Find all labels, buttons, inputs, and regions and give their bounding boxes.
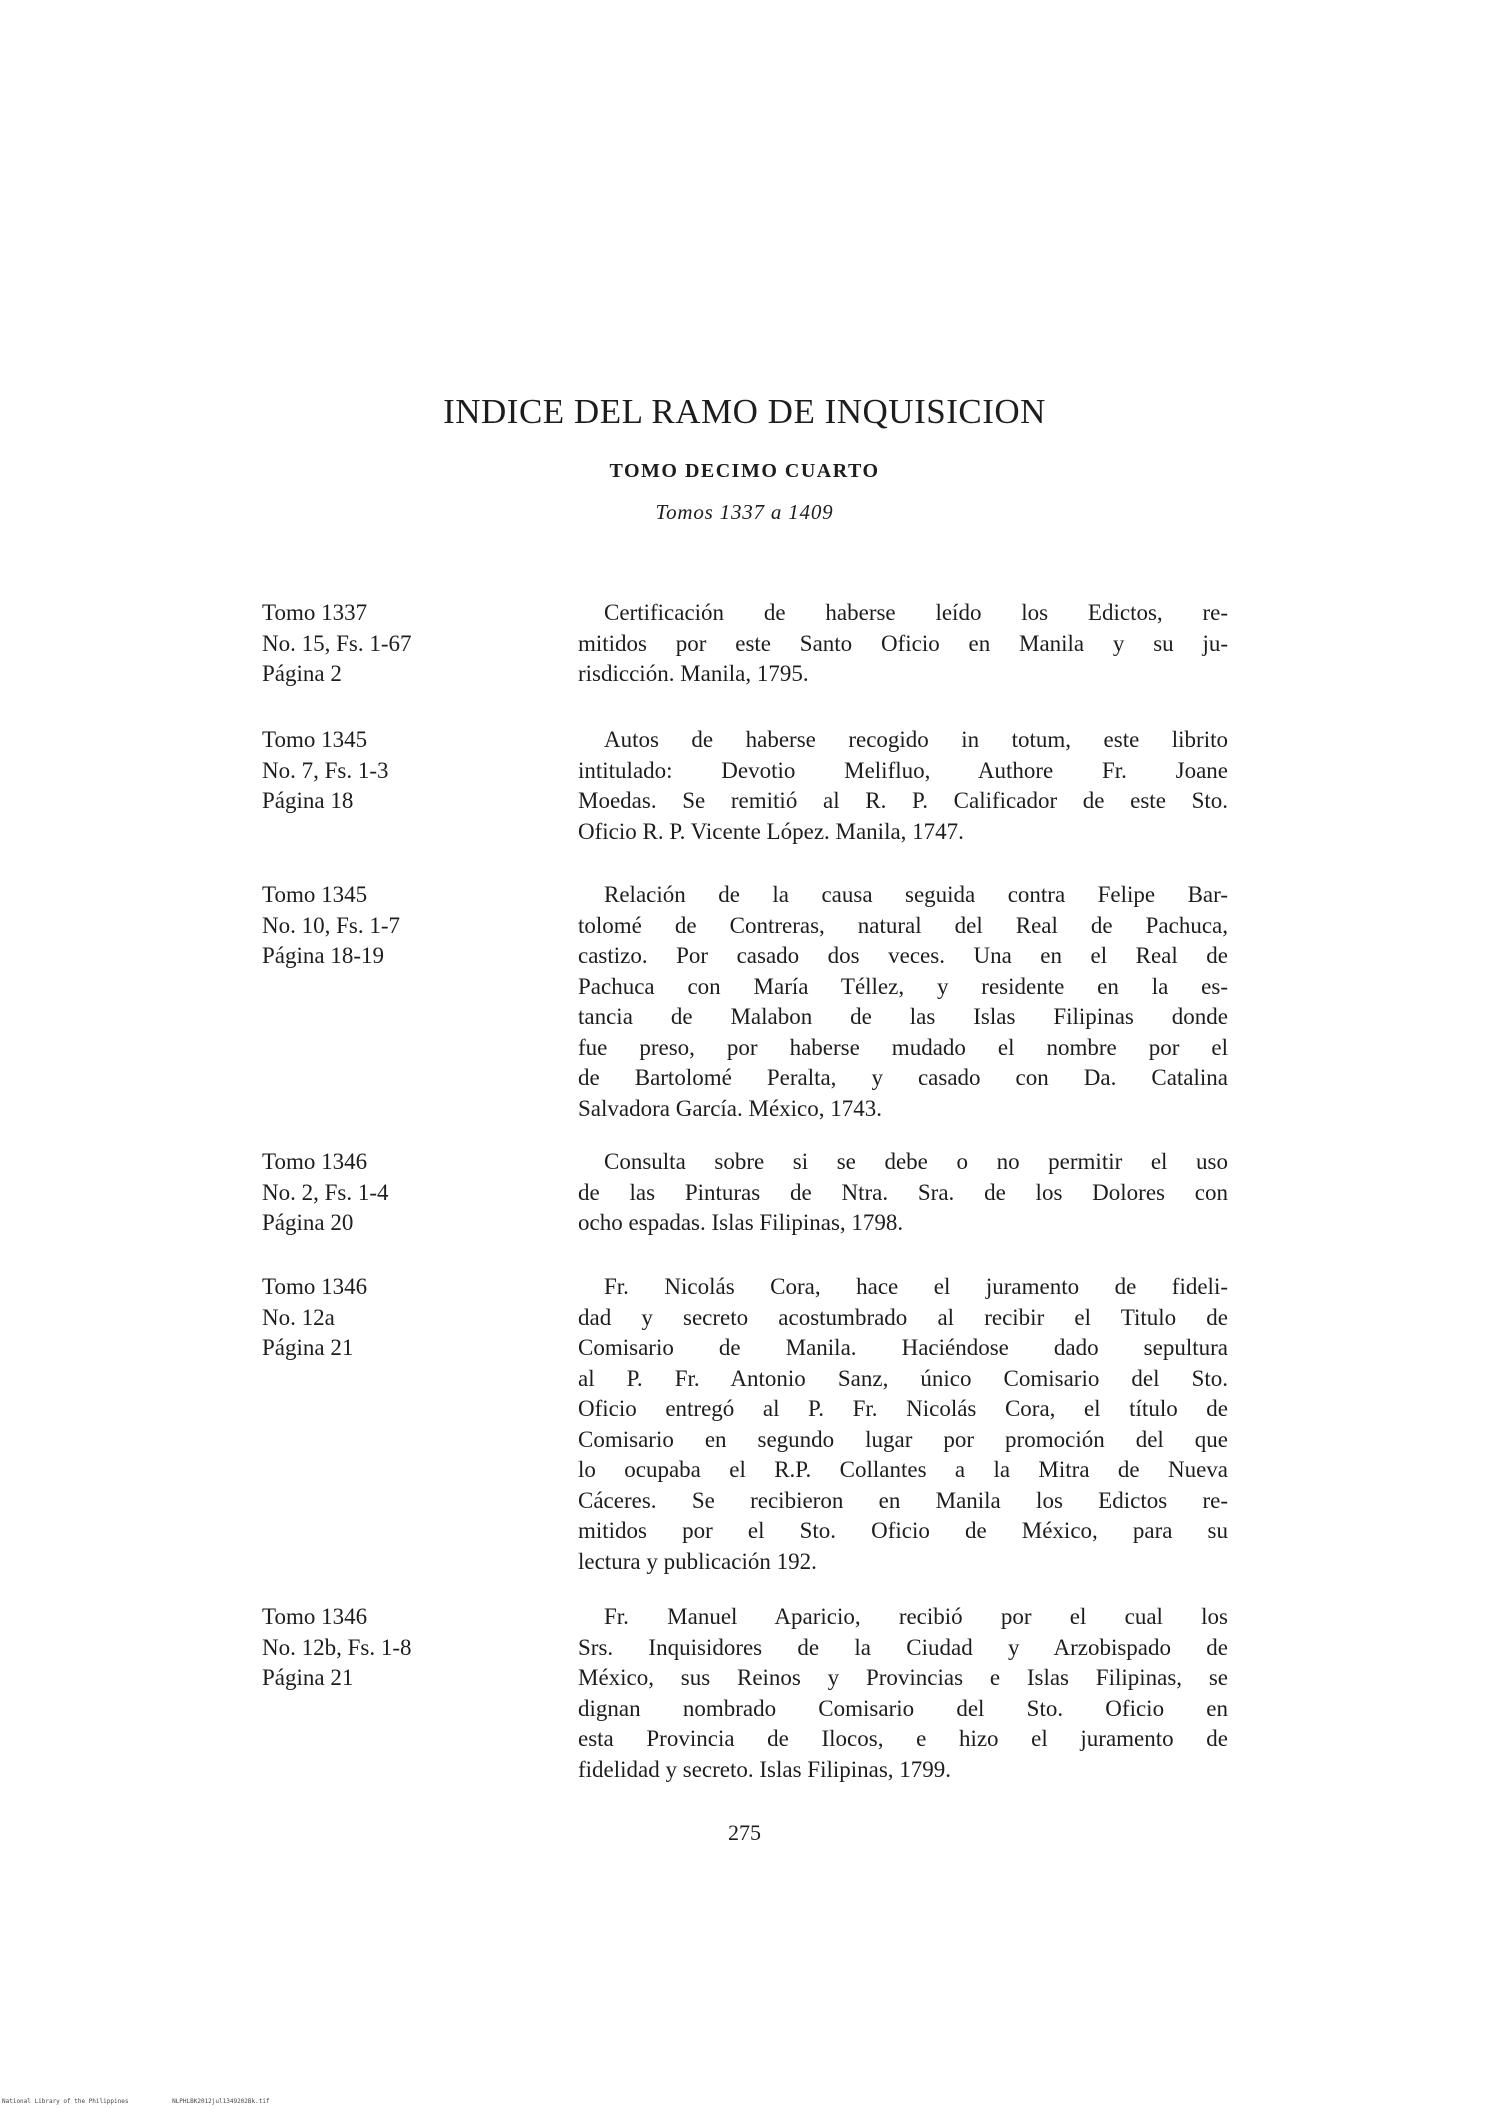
description-line: intitulado: Devotio Melifluo, Authore Fr. Joane <box>578 757 1228 783</box>
reference-line: No. 7, Fs. 1-3 <box>262 757 389 783</box>
reference-line: Página 21 <box>262 1665 354 1690</box>
reference-line: No. 10, Fs. 1-7 <box>262 912 401 938</box>
description-line: Oficio R. P. Vicente López. Manila, 1747. <box>578 818 964 844</box>
description-line: mitidos por este Santo Oficio en Manila y su ju- <box>578 630 1228 656</box>
reference-line: No. 12b, Fs. 1-8 <box>262 1634 412 1660</box>
description-line: esta Provincia de Ilocos, e hizo el juramento de <box>578 1726 1228 1751</box>
description-line: Fr. Nicolás Cora, hace el juramento de fideli- <box>604 1274 1228 1299</box>
description-line: Salvadora García. México, 1743. <box>578 1095 883 1121</box>
description-line: Certificación de haberse leído los Edictos, re- <box>604 600 1228 625</box>
reference-line: Página 18-19 <box>262 943 385 968</box>
description-line: Moedas. Se remitió al R. P. Calificador de este Sto. <box>578 788 1228 813</box>
entry-description <box>578 725 1228 847</box>
description-line: fue preso, por haberse mudado el nombre por el <box>578 1034 1228 1060</box>
description-line: lectura y publicación 192. <box>578 1548 817 1574</box>
description-line: Autos de haberse recogido in totum, este librito <box>604 727 1228 752</box>
reference-line: Tomo 1345 <box>262 882 368 907</box>
reference-line: No. 15, Fs. 1-67 <box>262 630 412 656</box>
description-line: castizo. Por casado dos veces. Una en el Real de <box>578 943 1228 968</box>
document-title: INDICE DEL RAMO DE INQUISICION <box>443 392 1046 431</box>
entry-description <box>578 1272 1228 1577</box>
volume-range: Tomos 1337 a 1409 <box>655 500 834 524</box>
description-line: Relación de la causa seguida contra Felipe Bar- <box>604 882 1228 907</box>
reference-line: Página 18 <box>262 788 354 813</box>
scan-footer <box>2 2098 310 2105</box>
description-line: Consulta sobre si se debe o no permitir el uso <box>604 1149 1228 1174</box>
reference-line: No. 12a <box>262 1304 335 1330</box>
description-line: México, sus Reinos y Provincias e Islas Filipinas, se <box>578 1665 1228 1690</box>
description-line: Fr. Manuel Aparicio, recibió por el cual los <box>604 1604 1228 1629</box>
description-line: Cáceres. Se recibieron en Manila los Edictos re- <box>578 1487 1228 1513</box>
entry-reference <box>262 1602 492 1694</box>
description-line: de Bartolomé Peralta, y casado con Da. Catalina <box>578 1065 1228 1090</box>
description-line: risdicción. Manila, 1795. <box>578 661 809 686</box>
reference-line: Tomo 1345 <box>262 727 368 752</box>
description-line: Oficio entregó al P. Fr. Nicolás Cora, el título de <box>578 1396 1228 1421</box>
entry-reference <box>262 1147 492 1239</box>
reference-line: Página 21 <box>262 1335 354 1360</box>
entry-reference <box>262 1272 492 1364</box>
entry-reference <box>262 725 492 817</box>
page-number: 275 <box>728 1820 761 1845</box>
description-line: Pachuca con María Téllez, y residente en la es- <box>578 973 1228 999</box>
entry-description <box>578 1147 1228 1239</box>
entry-reference <box>262 880 492 972</box>
reference-line: Tomo 1346 <box>262 1274 368 1299</box>
description-line: ocho espadas. Islas Filipinas, 1798. <box>578 1210 904 1235</box>
description-line: tancia de Malabon de las Islas Filipinas donde <box>578 1004 1228 1029</box>
footer-source: National Library of the Philippines <box>2 2098 129 2105</box>
reference-line: Tomo 1337 <box>262 600 368 625</box>
entry-reference <box>262 598 492 690</box>
reference-line: Página 20 <box>262 1210 354 1235</box>
description-line: Srs. Inquisidores de la Ciudad y Arzobispado de <box>578 1634 1228 1660</box>
description-line: mitidos por el Sto. Oficio de México, para su <box>578 1518 1228 1543</box>
entry-description <box>578 598 1228 690</box>
footer-filename: NLPHLBK2012jul1349202Bk.tif <box>172 2098 270 2105</box>
entry-description <box>578 880 1228 1124</box>
reference-line: No. 2, Fs. 1-4 <box>262 1179 389 1205</box>
description-line: dignan nombrado Comisario del Sto. Oficio en <box>578 1695 1228 1721</box>
document-subtitle: TOMO DECIMO CUARTO <box>609 460 880 482</box>
description-line: de las Pinturas de Ntra. Sra. de los Dolores con <box>578 1179 1228 1205</box>
description-line: fidelidad y secreto. Islas Filipinas, 1799. <box>578 1756 952 1782</box>
reference-line: Tomo 1346 <box>262 1149 368 1174</box>
description-line: tolomé de Contreras, natural del Real de Pachuca, <box>578 912 1228 938</box>
description-line: Comisario de Manila. Haciéndose dado sepultura <box>578 1335 1228 1360</box>
reference-line: Tomo 1346 <box>262 1604 368 1629</box>
description-line: al P. Fr. Antonio Sanz, único Comisario del Sto. <box>578 1365 1228 1391</box>
description-line: dad y secreto acostumbrado al recibir el Titulo de <box>578 1304 1228 1330</box>
description-line: lo ocupaba el R.P. Collantes a la Mitra de Nueva <box>578 1457 1228 1482</box>
entry-description <box>578 1602 1228 1785</box>
reference-line: Página 2 <box>262 661 342 686</box>
description-line: Comisario en segundo lugar por promoción del que <box>578 1426 1228 1452</box>
